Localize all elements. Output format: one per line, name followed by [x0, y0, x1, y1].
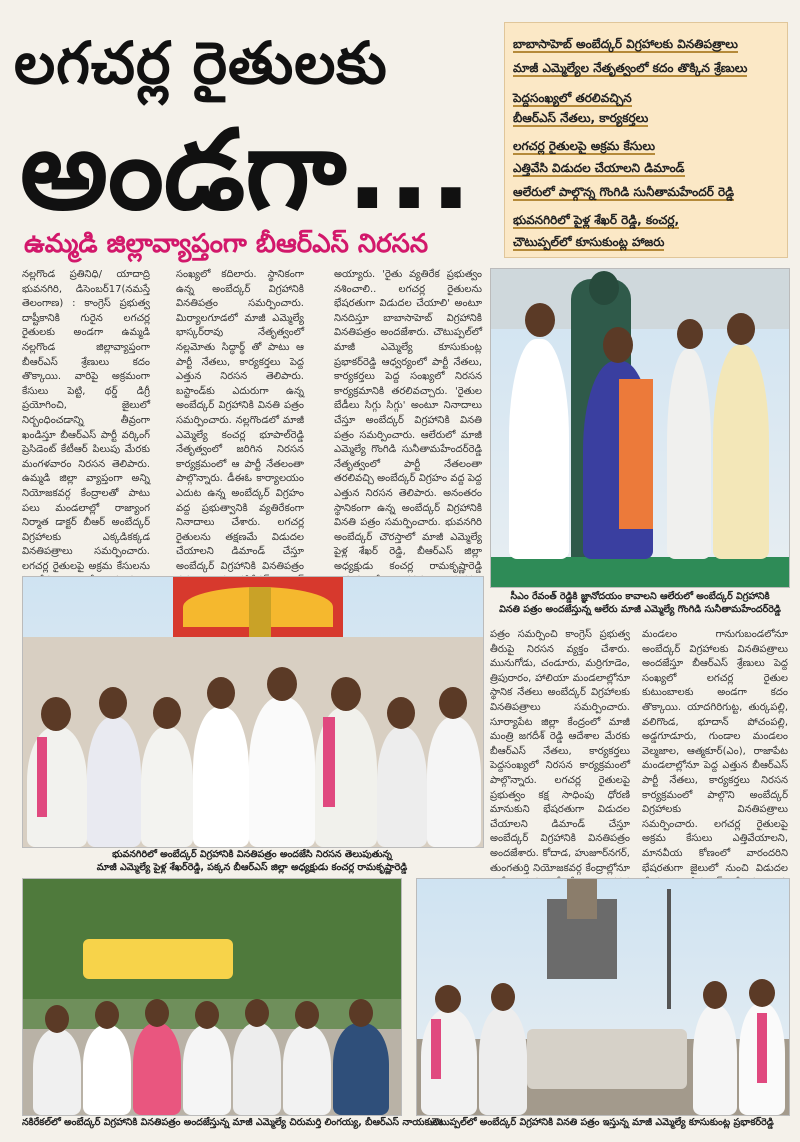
photo-aleru	[490, 268, 790, 588]
caption-nakirekal: నకిరేకల్‌లో అంబేద్కర్ విగ్రహానికి వినతిపత్రం అందజేస్తున్న మాజీ ఎమ్మెల్యే చిరుమర్తి లింగయ్య, బీఆర్ఎస్ నాయకులు	[22, 1117, 443, 1128]
article-column-5: మండలం గానుగుబండలోనూ అంబేద్కర్ విగ్రహాలకు వినతిపత్రాలు అందజేస్తూ బీఆర్ఎస్ శ్రేణులు పెద్ద సంఖ్యలో లగచర్ల రైతుల కుటుంబాలకు అండగా కదం తొక్కాయి. యాదగిరిగుట్ట, తుర్కపల్లి, వలిగొండ, భూదాన్ పోచంపల్లి, అడ్డగూడూరు, గుండాల మండలం వెల్మజాల, ఆత్మకూర్(ఎం), రాజాపేట మండలాల్లోనూ పెద్ద ఎత్తున బీఆర్ఎస్ పార్టీ నేతలు, కార్యకర్తలు నిరసన కార్యక్రమంలో పాల్గొని అంబేద్కర్ విగ్రహాలకు వినతిపత్రాలు సమర్పించారు. లగచర్ల రైతులపై అక్రమ కేసులు ఎత్తివేయాలని, మానవీయ కోణంలో వారందరిని భేషరతుగా జైలులో నుంచి విడుదల	[642, 629, 788, 874]
highlight-item: ఎత్తివేసి విడుదల చేయాలని డిమాండ్	[513, 161, 685, 175]
highlight-item: చౌటుప్పల్‌లో కూసుకుంట్ల హాజరు	[513, 235, 665, 249]
article-column-1: నల్లగొండ ప్రతినిధి/ యాదాద్రి భువనగిరి, డిసెంబర్17(నమస్తే తెలంగాణ) : కాంగ్రెస్ ప్రభుత్వ దాష్టీకానికి గురైన లగచర్ల రైతులకు అండగా ఉమ్మడి నల్లగొండ జిల్లావ్యాప్తంగా బీఆర్ఎస్ శ్రేణులు కదం తొక్కాయి. వారిపై అక్రమంగా కేసులు పెట్టి, థర్డ్ డిగ్రీ ప్రయోగించి, జైలులో నిర్బంధించడాన్ని తీవ్రంగా ఖండిస్తూ బీఆర్ఎస్ పార్టీ వర్కింగ్ ప్రెసిడెంట్ కేటీఆర్ పిలుపు మేరకు మంగళవారం నిరసన తెలిపారు. ఉమ్మడి జిల్లా వ్యాప్తంగా అన్ని నియోజకవర్గ కేంద్రాలతో పాటు పలు మండలాల్లో రాజ్యాంగ నిర్మాత డాక్టర్ బీఆర్ అంబేద్కర్ విగ్రహాలకు ఎక్కడికక్కడ వినతిపత్రాలు సమర్పించారు. లగచర్ల రైతులపై అక్రమ కేసులను	[22, 269, 150, 572]
article-column-2: సంఖ్యలో కదిలారు. స్థానికంగా ఉన్న అంబేద్కర్ విగ్రహానికి వినతిపత్రం సమర్పించారు. మిర్యాలగూడలో మాజీ ఎమ్మెల్యే భాస్కర్‌రావు నేతృత్వంలో నల్లమోతు సిద్ధార్థ్ తో పాటు ఆ పార్టీ నేతలు, కార్యకర్తలు పెద్ద ఎత్తున నిరసన తెలిపారు. బస్టాండ్‌కు ఎదురుగా ఉన్న అంబేద్కర్ విగ్రహానికి వినతి పత్రం సమర్పించారు. నల్లగొండలో మాజీ ఎమ్మెల్యే కంచర్ల భూపాల్‌రెడ్డి నేతృత్వంలో జరిగిన నిరసన కార్యక్రమంలో ఆ పార్టీ నేతలంతా పాల్గొన్నారు. డీఈఓ కార్యాలయం ఎదుట ఉన్న అంబేద్కర్ విగ్రహం వద్ద ప్రభుత్వానికి వ్యతిరేకంగా నినాదాలు చేశారు. లగచర్ల రైతులను తక్షణమే విడుదల చేయాలని డిమాండ్ చేస్తూ అంబేద్కర్ విగ్రహానికి వినతిపత్రం	[176, 269, 304, 572]
photo-bhuvanagiri	[22, 576, 484, 848]
highlight-item: పెద్దసంఖ్యలో తరలివచ్చిన	[513, 91, 632, 105]
article-column-3: అయ్యారు. 'రైతు వ్యతిరేక ప్రభుత్వం నశించాలి.. లగచర్ల రైతులను భేషరతుగా విడుదల చేయాలి' అంటూ నినదిస్తూ బాబాసాహెబ్ విగ్రహానికి వినతిపత్రం అందజేశారు. చౌటుప్పల్‌లో మాజీ ఎమ్మెల్యే కూసుకుంట్ల ప్రభాకర్‌రెడ్డి ఆధ్వర్యంలో పార్టీ నేతలు, కార్యకర్తలు పెద్ద సంఖ్యలో నిరసన కార్యక్రమానికి తరలివచ్చారు. 'రైతుల బేడీలు సిగ్గు సిగ్గు' అంటూ నినాదాలు చేస్తూ అంబేద్కర్ విగ్రహానికి వినతి పత్రం సమర్పించారు. ఆలేరులో మాజీ ఎమ్మెల్యే గొంగిడి సునీతామహేందర్‌రెడ్డి నేతృత్వంలో పార్టీ నేతలంతా తరలివచ్చి అంబేద్కర్ విగ్రహం వద్ద పెద్ద ఎత్తున నిరసన తెలిపారు. అనంతరం స్థానికంగా ఉన్న అంబేద్కర్ విగ్రహానికి వినతి పత్రం సమర్పించారు. భువనగిరి అంబేద్కర్ చౌరస్తాలో మాజీ ఎమ్మెల్యే పైళ్ల శేఖర్ రెడ్డి, బీఆర్ఎస్ జిల్లా అధ్యక్షుడు కంచర్ల రామకృష్ణారెడ్డి	[334, 269, 482, 572]
article-column-4: పత్రం సమర్పించి కాంగ్రెస్ ప్రభుత్వ తీరుపై నిరసన వ్యక్తం చేశారు. మునుగోడు, చండూరు, మర్రిగూడెం, త్రిపురారం, హాలియా మండలాల్లోనూ స్థానిక నేతలు అంబేద్కర్ విగ్రహాలకు వినతిపత్రాలు సమర్పించారు. సూర్యాపేట జిల్లా కేంద్రంలో మాజీ మంత్రి జగదీశ్ రెడ్డి ఆదేశాల మేరకు బీఆర్ఎస్ నేతలు, కార్యకర్తలు పెద్దసంఖ్యలో నిరసన కార్యక్రమంలో పాల్గొన్నారు. లగచర్ల రైతులపై ప్రభుత్వం కక్ష సాధింపు ధోరణి మానుకుని భేషరతుగా విడుదల చేయాలని డిమాండ్ చేస్తూ అంబేద్కర్ విగ్రహానికి వినతిపత్రం అందజేశారు. కోదాడ, హుజూర్‌నగర్, తుంగతుర్తి నియోజకవర్గ కేంద్రాల్లోనూ	[490, 629, 630, 874]
headline-line2: అండగా...	[20, 106, 472, 234]
highlight-item: బీఆర్ఎస్ నేతలు, కార్యకర్తలు	[513, 111, 649, 125]
highlight-item: లగచర్ల రైతులపై అక్రమ కేసులు	[513, 139, 655, 153]
subheadline: ఉమ్మడి జిల్లావ్యాప్తంగా బీఆర్ఎస్ నిరసన	[24, 229, 429, 259]
caption-aleru: సీఎం రేవంత్ రెడ్డికి జ్ఞానోదయం కావాలని ఆలేరులో అంబేద్కర్ విగ్రహానికి వినతి పత్రం అందజేస్తున్న ఆలేరు మాజీ ఎమ్మెల్యే గొంగిడి సునీతామహేందర్‌రెడ్డి	[499, 591, 781, 615]
photo-choutuppal	[416, 878, 790, 1116]
highlight-item: ఆలేరులో పాల్గొన్న గొంగిడి సునీతామహేందర్ రెడ్డి	[513, 185, 735, 199]
photo-nakirekal	[22, 878, 402, 1116]
highlight-item: బాబాసాహెబ్ అంబేద్కర్ విగ్రహాలకు వినతిపత్రాలు	[513, 37, 738, 51]
highlights-box	[504, 22, 788, 258]
headline-line1: లగచర్ల రైతులకు	[14, 29, 388, 97]
highlight-item: భువనగిరిలో పైళ్ల శేఖర్ రెడ్డి, కంచర్ల,	[513, 213, 680, 227]
highlight-item: మాజీ ఎమ్మెల్యేల నేతృత్వంలో కదం తొక్కిన శ్రేణులు	[513, 61, 748, 75]
caption-bhuvanagiri: భువనగిరిలో అంబేద్కర్ విగ్రహానికి వినతిపత్రం అందజేసి నిరసన తెలుపుతున్న మాజీ ఎమ్మెల్యే పైళ్ల శేఖర్‌రెడ్డి, పక్కన బీఆర్ఎస్ జిల్లా అధ్యక్షుడు కంచర్ల రామకృష్ణారెడ్డి	[96, 849, 408, 873]
caption-choutuppal: చౌటుప్పల్‌లో అంబేద్కర్ విగ్రహానికి వినతి పత్రం ఇస్తున్న మాజీ ఎమ్మెల్యే కూసుకుంట్ల ప్రభాకర్‌రెడ్డి	[430, 1117, 774, 1128]
